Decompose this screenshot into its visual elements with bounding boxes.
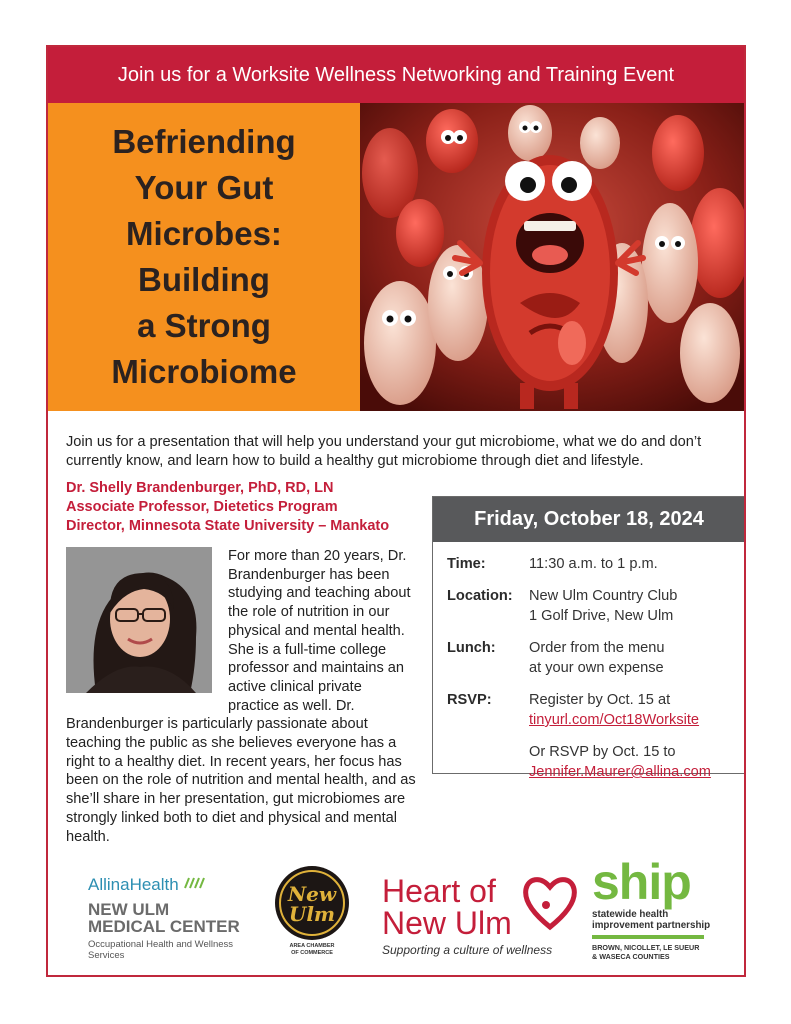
lunch-line: Order from the menu (529, 640, 665, 656)
flyer-frame (46, 45, 746, 977)
speaker-bio (66, 547, 416, 846)
event-lunch-row (447, 638, 745, 678)
rsvp-label: RSVP: (447, 692, 492, 708)
ship-wordmark: ship (592, 854, 691, 910)
hero-title-line: Building (138, 261, 270, 298)
allina-brand-text: AllinaHealth (88, 875, 179, 894)
lunch-value (529, 638, 664, 678)
location-label: Location: (447, 588, 513, 604)
allina-swoosh-icon (183, 876, 205, 890)
hero-title-line: Microbes: (126, 215, 282, 252)
heart-icon (522, 871, 578, 931)
event-date-header (433, 497, 745, 542)
ship-logo (592, 854, 712, 967)
ship-county-line: BROWN, NICOLLET, LE SUEUR (592, 943, 700, 952)
allina-subtitle: Occupational Health and Wellness Services (88, 939, 234, 961)
heart-of-new-ulm-logo (382, 875, 582, 965)
chamber-caption (270, 943, 354, 957)
rsvp-line: Or RSVP by Oct. 15 to (529, 744, 676, 760)
hnu-tagline: Supporting a culture of wellness (382, 943, 553, 957)
rsvp-email-link[interactable]: Jennifer.Maurer@allina.com (529, 764, 711, 780)
svg-text:Ulm: Ulm (288, 902, 336, 926)
new-ulm-seal-icon (274, 865, 350, 941)
svg-text:New: New (287, 882, 337, 906)
speaker-title: Director, Minnesota State University – Mankato (66, 518, 390, 534)
speaker-title: Associate Professor, Dietetics Program (66, 499, 338, 515)
chamber-line: AREA CHAMBER (289, 943, 335, 949)
allina-logo (88, 875, 258, 961)
speaker-credentials (66, 479, 436, 536)
event-details (433, 542, 745, 782)
ship-sub-line: improvement partnership (592, 920, 711, 931)
ship-county-line: & WASECA COUNTIES (592, 952, 670, 961)
allina-brand (88, 875, 258, 895)
ship-subtitle (592, 909, 712, 931)
location-line: New Ulm Country Club (529, 588, 678, 604)
hero-title-line: a Strong (137, 307, 271, 344)
rsvp-value (529, 690, 711, 782)
chamber-line: OF COMMERCE (291, 950, 333, 956)
hero-title-line: Your Gut (134, 169, 274, 206)
event-date: Friday, October 18, 2024 (474, 508, 704, 530)
location-value (529, 586, 677, 626)
speaker-bio-text: For more than 20 years, Dr. Brandenburger has been studying and teaching about the role of nutrition in our physical and mental health. She is a full-time college professor and maintains an active clinical private practice as well. Dr. Brandenburger is particularly passionate about teaching the public as she believes everyone has a right to a healthy diet. In recent years, her focus has been on the role of nutrition and mental health, and as she’ll share in her presentation, gut microbiomes are strongly linked both to diet and physical and mental health. (66, 548, 416, 845)
hero-section (48, 103, 744, 411)
allina-line: MEDICAL CENTER (88, 917, 240, 936)
event-banner-text: Join us for a Worksite Wellness Networking and Training Event (117, 63, 675, 86)
ship-sub-line: statewide health (592, 909, 669, 920)
microbes-icon (360, 103, 744, 411)
hnu-line: Heart of (382, 873, 496, 909)
hnu-line: New Ulm (382, 905, 512, 941)
intro-paragraph: Join us for a presentation that will help you understand your gut microbiome, what we do and don’t currently know, and learn how to build a healthy gut microbiome through diet and lifestyle. (66, 434, 702, 469)
hero-title (111, 119, 296, 395)
event-banner (48, 47, 744, 103)
allina-center-name (88, 901, 258, 935)
cartoon-microbes-illustration (360, 103, 744, 411)
photo-spacer (66, 547, 212, 705)
hero-title-panel (48, 103, 360, 411)
hero-title-line: Microbiome (111, 353, 297, 390)
ship-divider (592, 935, 704, 939)
speaker-name: Dr. Shelly Brandenburger, PhD, RD, LN (66, 480, 334, 496)
chamber-logo (274, 865, 350, 955)
sponsor-logos (48, 837, 744, 975)
allina-line: NEW ULM (88, 900, 170, 919)
event-details-box (432, 496, 746, 780)
hnu-wordmark (382, 875, 582, 939)
lunch-line: at your own expense (529, 660, 664, 676)
rsvp-line: Register by Oct. 15 at (529, 692, 671, 708)
lunch-label: Lunch: (447, 640, 496, 656)
event-rsvp-row (447, 690, 745, 782)
event-time-row (447, 554, 745, 574)
time-value: 11:30 a.m. to 1 p.m. (529, 556, 658, 572)
hero-title-line: Befriending (112, 123, 296, 160)
rsvp-register-link[interactable]: tinyurl.com/Oct18Worksite (529, 712, 700, 728)
rsvp-spacer (529, 730, 711, 742)
event-location-row (447, 586, 745, 626)
ship-counties (592, 943, 712, 961)
time-label: Time: (447, 556, 486, 572)
location-line: 1 Golf Drive, New Ulm (529, 608, 674, 624)
